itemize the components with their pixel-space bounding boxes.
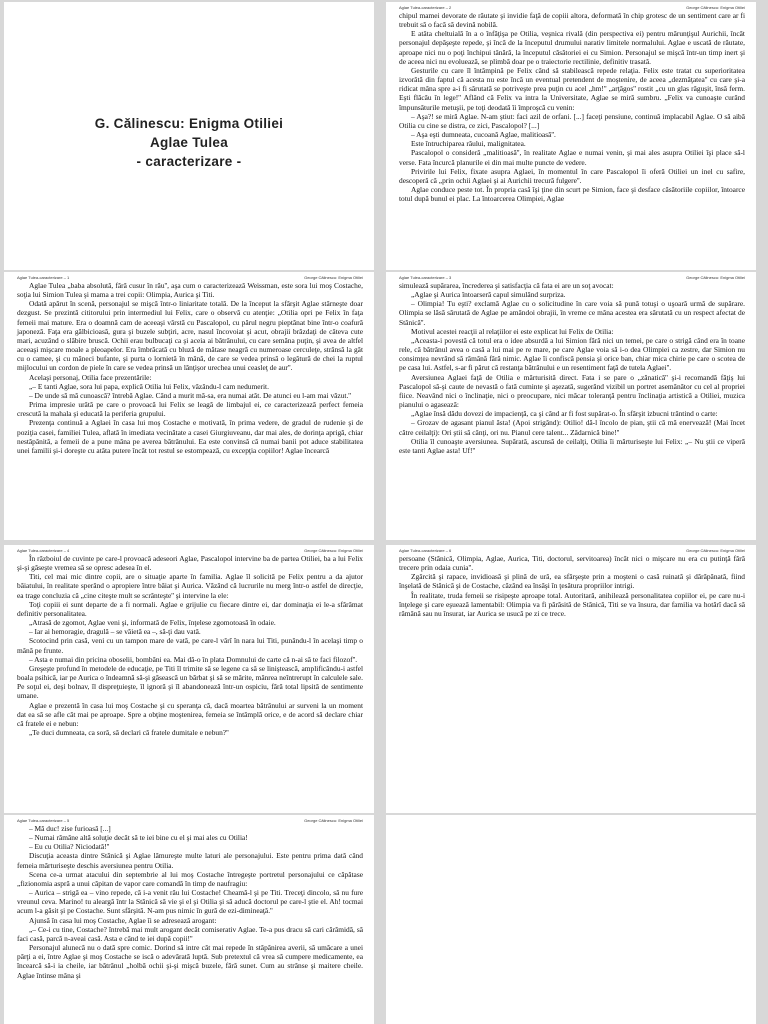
paragraph: Motivul acestei reacţii al relaţiilor ei este explicat lui Felix de Otilia: [411,326,614,336]
paragraph: Greşeşte profund în metodele de educaţie, pe Titi îl trimite să se legene ca să se liniştească, amplificându-i astfel boala psihică, iar pe Aurica o îndeamnă să-şi găsească un bărbat şi să se mărite, mânrea neîntrerupt în calculele sale. Pe soţul ei, deşi bolnav, îl dispreţuieşte, îl ignoră şi îl abandonează într-un ospiciu, fără total lipsită de sentimente umane. [17,663,363,701]
paragraph: Prezenţa continuă a Aglaei în casa lui moş Costache e motivată, în prima vedere, de gradul de rudenie şi de poziţia casei, familiei Tulea, aflată în imediata vecinătate a casei Giurgiuveanu, dar mai ales, de dorinţa aprigă, chiar nestăpânită, a femeii de a pune mâna pe averea bătrânului. Ea este convinsă că numai banii pot aduce stabilitatea unei familii şi-i doreşte cu atâta putere încât tot restul se estompează, cu excepţia copiilor! Aglae încearcă [17,418,363,455]
paragraph: Aglae Tulea „baba absolută, fără cusur în rău'', aşa cum o caracterizează Weissman, este sora lui moş Costache, soţia lui Simion Tulea şi mama a trei copii: Olimpia, Aurica şi Titi. [17,281,363,300]
page-body [17,824,363,980]
paragraph: Odată apărut în scenă, personajul se mişcă într-o liniaritate totală. De la început la sfârşit Aglae stârneşte doar dezgust. Se prezintă cititorului prin intermediul lui Felix, care o observă cu atenţie: „Otilia opri pe Felix în faţa femeii mai mature. Era o doamnă cam de aceeaşi vârstă cu Pascalopol, cu părul negru pieptănat bine într-o coafură japoneză. Faţa era gălbicioasă, gura şi buzele subţiri, acre, nasul încovoiat şi acut, obrajii brăzdaţi de câteva cute mari, acuzând o slăbire bruscă. Ochii erau bulbucaţi ca şi aceia ai bătrânului, cu care semăna puţin, şi avea de altfel aceeaşi mişcare moale a pleoapelor. Era îmbrăcată cu bluză de mătase neagră cu numeroase cerculeţe, strânsă la gât cu o camee, şi cu mâneci bufante, şi purta o lornietă în mână, de care se vedea prinsă o legătură de chei la ruptul mijlocului un cordon de piele în care se vedea prinsă un lănţişor urechea unui ceasleţ de aur''. [17,299,363,373]
header-left: Aglae Tulea-caracterizare – 1 [17,275,70,280]
paragraph: – Asta e numai din pricina oboselii, bombăni ea. Mai dă-o în plata Domnului de carte că n-ai să te faci filozof''. [29,654,358,664]
paragraph: Aglae conduce peste tot. În propria casă îşi ţine din scurt pe Simion, face şi desface căsătoriile copiilor, întoarce totul după bunul ei plac. La întoarcerea Olimpiei, Aglae [399,184,745,204]
paragraph: – Mă duc! zise furioasă [...] [29,824,111,833]
paragraph: „– Ce-i cu tine, Costache? întrebă mai mult arogant decât comiserativ Aglae. Te-a pus dracu să cari cărămidă, să faci casă, parcă n-aveai casă. Asta e când te iei după copii!'' [17,924,363,943]
page-2 [386,2,756,270]
paragraph: – Olimpia! Tu eşti? exclamă Aglae cu o solicitudine în care voia să pună totuşi o uşoară urmă de supărare. Olimpia se lăsă sărutată de Aglae pe amândoi obrajii, în vreme ce mâna acestea era sărutată cu un respect afectat de Stănică''. [399,299,745,327]
paragraph: Titi, cel mai mic dintre copii, are o situaţie aparte în familia. Aglae îl solicită pe Felix pentru a da ajutor băiatului, în realitate sperând o apropiere între băiat şi Aurica. Văzând că lucrurile nu merg într-o astfel de direcţie, ea trage concluzia că „cine citeşte mult se scrânteşte'' şi intervine la ele: [17,572,363,600]
page-6 [386,545,756,813]
header-left: Aglae Tulea-caracterizare – 3 [399,275,452,280]
paragraph: „Aglae însă dădu dovezi de impacienţă, ca şi când ar fi fost supărat-o. În sfârşit izbucni trântind o carte: [411,409,718,419]
page-4 [4,545,374,813]
paragraph: „Te duci dumneata, ca soră, să declari că fratele dumitale e nebun?'' [29,727,229,737]
header-left: Aglae Tulea-caracterizare – 6 [399,548,452,553]
paragraph: Aversiunea Aglaei faţă de Otilia e mărturisită direct. Fata i se pare o „zănatică'' şi-i recomandă făţiş lui Pascalopol să-şi caute de nevastă o fată cuminte şi aşezată, sugerând vizibil un portret asemănător cu cel al propriei fiice. Neavând nici o înclinaţie, nici o preocupare, nici măcar toleranţă pentru înclinaţia artistică a Otiliei, muzica pianului o agasează: [399,372,745,410]
page-body [17,281,363,455]
paragraph: E atâta cheltuială în a o înfăţişa pe Otilia, veşnica rivală (din perspectiva ei) pentru mărunţişul Aurichii, încât personajul depăşeşte repede, şi încă de la începutul drumului narativ limitele normalului. Aglae e uscată de răutate, aproape nici nu o poţi închipui tânără, la începutul căsătoriei ei cu Simion. Personajul se mişcă într-un timp inert şi de aceea nici nu evoluează, se plimbă doar pe o traiectorie rectilinie, definitiv trasată. [399,29,745,66]
paragraph: persoane (Stănică, Olimpia, Aglae, Aurica, Titi, doctorul, servitoarea) încât nici o mişcare nu era cu putinţă fără trecere prin odaia cunia''. [399,554,745,573]
paragraph: „Atrasă de zgomot, Aglae veni şi, informată de Felix, înţelese zgomotoasă în odaie. [29,618,276,628]
paragraph: simulează supărarea, încrederea şi satisfacţia că fata ei are un soţ avocat: [399,281,614,290]
paragraph: „Aglae şi Aurica întoarseră capul simulând surpriza. [411,290,566,300]
paragraph: Scena ce-a urmat atacului din septembrie al lui moş Costache întregeşte portretul personajului ce căpătase „fizionomia aspră a unui căpitan de vapor care comandă în timp de naufragiu: [17,869,363,888]
paragraph: Este întruchiparea răului, malignitatea. [411,139,526,149]
page-3 [386,272,756,540]
paragraph: Zgârcită şi rapace, invidioasă şi plină de ură, ea sfârşeşte prin a moşteni o casă ruinată şi dărăpănată, fiind înşelată de Stănică şi de Costache, căzând ea însăşi în ţesătura propriilor intrigi. [399,572,745,591]
paragraph: Aglae e prezentă în casa lui moş Costache şi cu speranţa că, dacă moartea bătrânului ar surveni la un moment dat ea să se afle cât mai pe aproape. Spre a obţine moştenirea, femeia se întâmplă orice, e de acord să declare chiar că fratele ei e nebun: [17,700,363,728]
paragraph: „Aceasta-i povestă că totul era o idee absurdă a lui Simion fără nici un temei, pe care o strigă când era în toane rele, că bătrânul avea o casă a lui mai pe re mare, pe care Aglae voia să i-o dea Olimpiei ca zestre, dar Simion nu consimţea nevrând să rămână fără nimic. Aglae îi confiscă pensia şi orice ban, chiar mica chirie pe care o scotea de pe casa lui. Astfel, s-ar fi părut că restanţa bătrânului e un resentiment faţă de tutela Aglaei''. [399,335,745,373]
paragraph: Pascalopol o consideră „malitioasă'', în realitate Aglae e numai venin, şi mai ales asupra Otiliei îşi place să-l verse. Fata încurcă planurile ei din mai multe puncte de vedere. [399,148,745,167]
paragraph: – Aşa?! se miră Aglae. N-am ştiut: faci azil de orfani. [...] faceţi pensiune, continuă implacabil Aglae. O să aibă Otilia cu cine se distra, ce zici, Pascalopol? [...] [399,111,745,130]
header-left: Aglae Tulea-caracterizare – 2 [399,5,452,10]
paragraph: – Grozav de agasant pianul ăsta! (Apoi strigând): Otilio! dă-l încolo de pian, ştii că mă enervează! (Mai încet către ceilalţi): Ori ştii să cânţi, ori nu. Pianul cere talent... Zădarnică bine!'' [399,418,745,437]
page-body [399,11,745,203]
paragraph: În realitate, truda femeii se risipeşte aproape total. Autoritară, anihilează personalitatea copiilor ei, pe care nu-i înţelege şi care eşuează lamentabil: Olimpia va fi părăsită de Stănică, Titi se va însura, dar familia va hotărî dacă să rămână sau nu însurat, iar Aurica se usucă pe zi ce trece. [399,590,745,618]
paragraph: În războiul de cuvinte pe care-l provoacă adeseori Aglae, Pascalopol intervine ba de partea Otiliei, ba a lui Felix şi-şi găseşte vremea să se opresc adesea în el. [17,554,363,573]
header-left: Aglae Tulea-caracterizare – 5 [17,818,70,823]
paragraph: – Eu cu Otilia? Niciodată!'' [29,842,110,852]
header-right: George Călinescu: Enigma Otiliei [304,275,363,280]
paragraph: Gesturile cu care îl întâmpină pe Felix când să stabilească repede relaţia. Felix este tratat cu superioritatea izvorâtă din faptul că acesta nu este încă un eventual pretendent de moştenire, de aceea „dezmăţatea'' cu care şi-a ridicat mâna spre a-i fi sărutată se potriveşte prea puţin cu acel „hm!'' „arţăgos'' rostit „cu un glas răguşit, însă ferm. Eşti flăcău în lege!'' Aflând că Felix va intra la Universitate, Aglae se miră sumbru. „Felix va cunoaşte curând împunsăturile metuşii, pe toţi deodată îi împroşcă cu venin: [399,65,745,112]
paragraph: Privirile lui Felix, fixate asupra Aglaei, în momentul în care Pascalopol îi oferă Otiliei un inel cu safire, descoperă că „prin ochii Aglaei şi ai Aurichii trecură fulgere''. [399,166,745,185]
paragraph: – Iar ai hemoragie, dragulă – se văietă ea –, să-ţi dau vată. [29,627,201,637]
page-body [399,281,745,455]
title-block [4,114,374,171]
paragraph: Personajul alunecă nu o dată spre comic. Dorind să intre cât mai repede în stăpânirea averii, să umăcare a unei părţi a ei, între Aglae şi moş Costache se iscă o adevărată luptă. Sub pretextul că vrea să cumpere medicamente, ea încearcă să-i ia cheile, iar bătrânul „holbă ochii şi-şi mişcă buzele, fără sunet. Cum au strânse şi maitere cheile. Aglae întinse mâna şi [17,943,363,980]
page-body [17,554,363,737]
paragraph: Acelaşi personaj, Otilia face prezentările: [29,372,152,382]
paragraph: Scotocind prin casă, veni cu un tampon mare de vată, pe care-l vârî în nara lui Titi, punându-l în acelaşi timp o mână pe frunte. [17,636,363,655]
page-5 [4,815,374,1024]
title-page [4,2,374,270]
header-right: George Călinescu: Enigma Otiliei [686,5,745,10]
paragraph: Toţi copiii ei sunt departe de a fi normali. Aglae e grijulie cu fiecare dintre ei, dar dominaţia ei le-a sfărâmat definitiv personalitatea. [17,599,363,618]
header-right: George Călinescu: Enigma Otiliei [686,275,745,280]
title-author-work: G. Călinescu: Enigma Otiliei [94,116,284,131]
title-subtitle: - caracterizare - [136,154,242,169]
header-left: Aglae Tulea-caracterizare – 4 [17,548,70,553]
header-right: George Călinescu: Enigma Otiliei [304,548,363,553]
paragraph: „– E tanti Aglae, sora lui papa, explică Otilia lui Felix, văzându-l cam nedumerit. [29,381,269,391]
paragraph: Discuţia aceasta dintre Stănică şi Aglae lămureşte multe laturi ale personajului. Este pentru prima dată când femeia mărturiseşte deschis aversiunea pentru Otilia. [17,851,363,870]
title-character: Aglae Tulea [149,135,229,150]
paragraph: – Aurica – strigă ea – vino repede, că i-a venit rău lui Costache! Cheamă-l şi pe Titi. Treceţi dincolo, să nu fure vreunul ceva. Marino! tu aleargă într la Stănică să vie şi el şi Otilia şi să aducă doctorul pe care-l ştie el. Ah! tocmai acum l-a găsit şi pe Costache. Sunt sfârşită. N-am pus nimic în gură de ezi-dimineaţă.'' [17,888,363,916]
paragraph: – Aşa eşti dumneata, cucoană Aglae, malitioasă''. [411,130,556,140]
header-right: George Călinescu: Enigma Otiliei [686,548,745,553]
paragraph: Prima impresie urâtă pe care o provoacă lui Felix se leagă de limbajul ei, ce caracterizează perfect femeia crescută la mahala şi educată la periferia grupului. [17,400,363,419]
paragraph: Ajunsă în casa lui moş Costache, Aglae îi se adresează arogant: [29,915,217,925]
page-body [399,554,745,618]
paragraph: – Numai rămâne altă soluţie decât să te iei bine cu el şi mai ales cu Otilia! [29,833,248,843]
blank-page [386,815,756,1024]
paragraph: Otilia îl cunoaşte aversiunea. Supărată, ascunsă de ceilalţi, Otilia îi mărturiseşte lui Felix: „– Nu ştii ce viperă este tanti Aglae asta! Uf!'' [399,436,745,455]
paragraph: – De unde să mă cunoască? întrebă Aglae. Când a murit mă-sa, era numai atât. De atunci eu l-am mai văzut.'' [29,390,351,400]
page-1 [4,272,374,540]
header-right: George Călinescu: Enigma Otiliei [304,818,363,823]
paragraph: chipul mamei devorate de răutate şi invidie faţă de copiii altora, deformată în chip grotesc de un sentiment care ar fi trebuit să o facă să devină nobilă. [399,11,745,30]
